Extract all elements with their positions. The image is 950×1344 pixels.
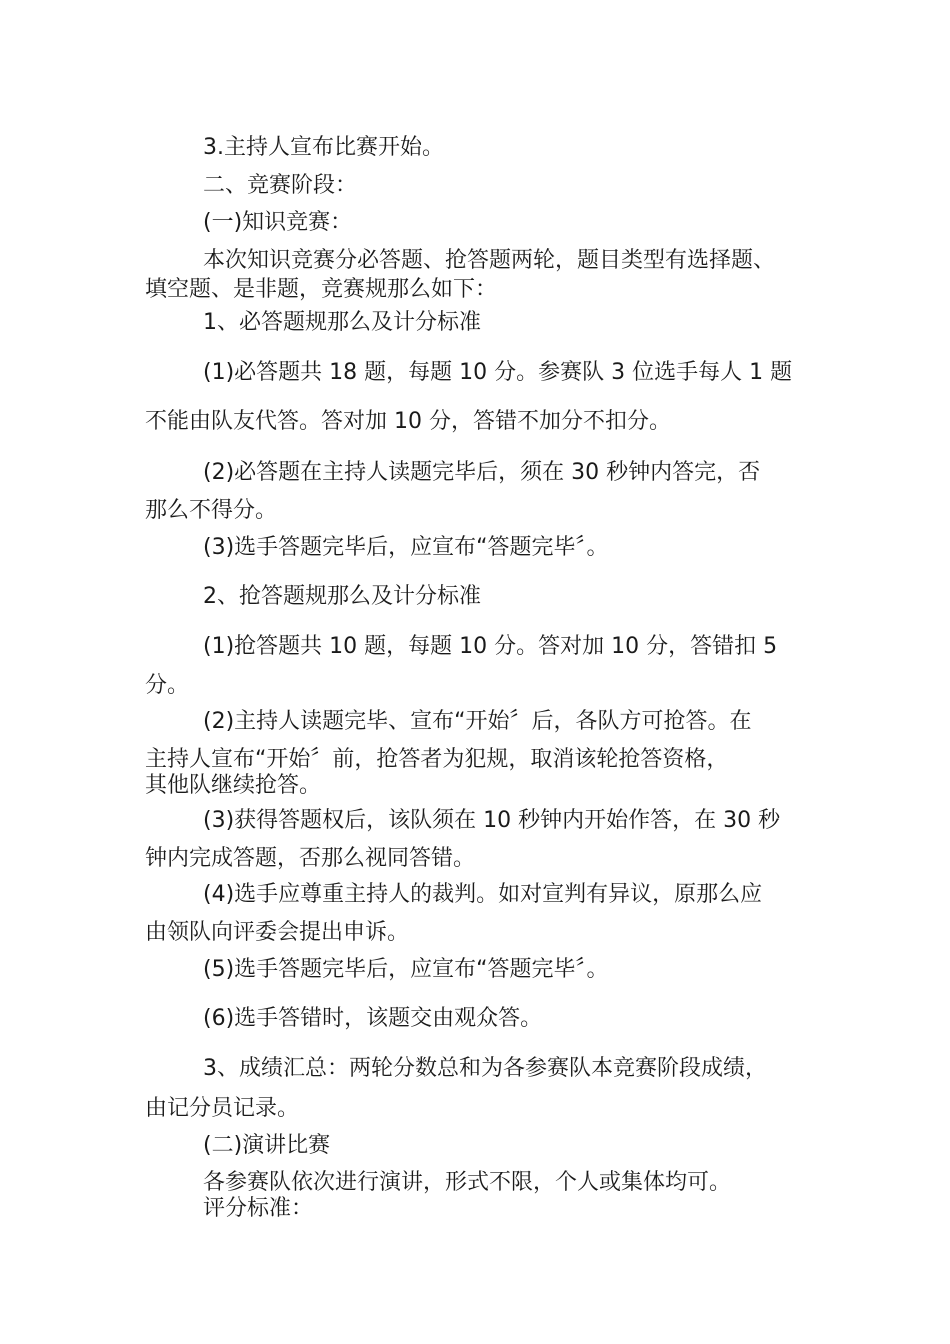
line-quick-rule-4b: 由领队向评委会提出申诉。 — [145, 920, 410, 945]
line-required-rule-1b: 不能由队友代答。答对加 10 分，答错不加分不扣分。 — [145, 409, 671, 434]
line-quick-rule-4a: (4)选手应尊重主持人的裁判。如对宣判有异议，原那么应 — [203, 882, 763, 907]
line-required-rule-2b: 那么不得分。 — [145, 498, 278, 523]
line-speech-contest-heading: (二)演讲比赛 — [203, 1133, 331, 1158]
line-quick-rule-2c: 其他队继续抢答。 — [145, 773, 322, 798]
line-quick-rule-3a: (3)获得答题权后，该队须在 10 秒钟内开始作答，在 30 秒 — [203, 808, 781, 833]
line-scoring-criteria-heading: 评分标准： — [203, 1196, 314, 1221]
line-quick-rule-2a: (2)主持人读题完毕、宣布“开始〞后，各队方可抢答。在 — [203, 709, 752, 734]
line-competition-stage-heading: 二、竞赛阶段： — [203, 173, 358, 198]
line-quick-rule-1b: 分。 — [145, 673, 190, 698]
line-quick-rule-1a: (1)抢答题共 10 题，每题 10 分。答对加 10 分，答错扣 5 — [203, 634, 778, 659]
line-quick-rule-6: (6)选手答错时，该题交由观众答。 — [203, 1006, 543, 1031]
line-host-announce: 3.主持人宣布比赛开始。 — [203, 135, 444, 160]
line-quick-rule-3b: 钟内完成答题，否那么视同答错。 — [145, 846, 476, 871]
line-quick-rules-heading: 2、抢答题规那么及计分标准 — [203, 584, 481, 609]
line-required-rule-3: (3)选手答题完毕后，应宣布“答题完毕〞。 — [203, 535, 609, 560]
line-score-summary-b: 由记分员记录。 — [145, 1096, 300, 1121]
line-contest-intro-1: 本次知识竞赛分必答题、抢答题两轮，题目类型有选择题、 — [203, 248, 776, 273]
line-required-rule-2a: (2)必答题在主持人读题完毕后，须在 30 秒钟内答完，否 — [203, 460, 761, 485]
line-quick-rule-2b: 主持人宣布“开始〞前，抢答者为犯规，取消该轮抢答资格， — [145, 747, 729, 772]
line-required-rule-1a: (1)必答题共 18 题，每题 10 分。参赛队 3 位选手每人 1 题 — [203, 360, 793, 385]
line-contest-intro-2: 填空题、是非题，竞赛规那么如下： — [145, 277, 498, 302]
line-speech-contest-body: 各参赛队依次进行演讲，形式不限，个人或集体均可。 — [203, 1170, 732, 1195]
line-score-summary-a: 3、成绩汇总：两轮分数总和为各参赛队本竞赛阶段成绩， — [203, 1056, 767, 1081]
line-quick-rule-5: (5)选手答题完毕后，应宣布“答题完毕〞。 — [203, 957, 609, 982]
line-required-rules-heading: 1、必答题规那么及计分标准 — [203, 310, 481, 335]
line-knowledge-contest-heading: (一)知识竞赛： — [203, 210, 353, 235]
